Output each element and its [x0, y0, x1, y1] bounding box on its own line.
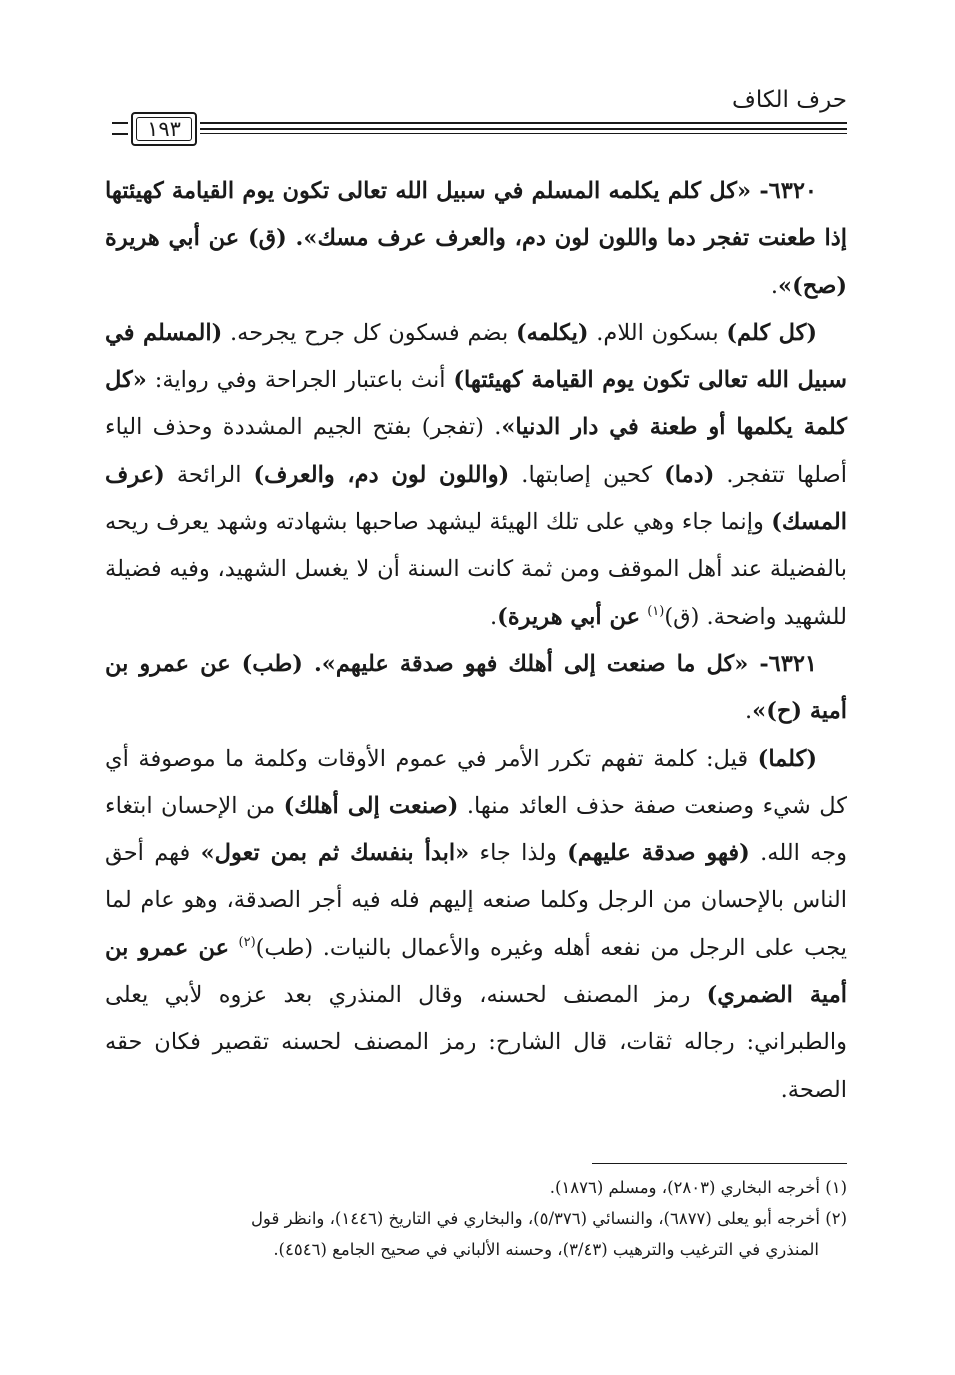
footnote-2-line-2: المنذري في الترغيب والترهيب (٣/٤٣)، وحسنه الألباني في صحيح الجامع (٤٥٤٦).: [273, 1240, 819, 1259]
quoted-term: عن أبي هريرة): [497, 603, 641, 630]
commentary-text: من الإحسان ابتغاء وجه الله.: [105, 792, 847, 867]
hadith-6321: [105, 641, 847, 736]
quoted-term: (فهو صدقة عليهم): [567, 840, 750, 867]
header-rule-middle: [200, 128, 847, 130]
quoted-term: (واللون لون دم، والعرف): [253, 461, 510, 488]
footnote-1: (١) أخرجه البخاري (٢٨٠٣)، ومسلم (١٨٧٦).: [549, 1178, 847, 1197]
hadith-end: .: [744, 698, 753, 725]
quoted-term: (كلما): [757, 745, 817, 772]
quoted-term: (يكلمه): [516, 319, 589, 346]
hadith-6320: [105, 168, 847, 310]
commentary-text: بسكون اللام.: [588, 319, 727, 346]
header-rule-bottom: [200, 133, 847, 134]
header-rule-end-mark: [112, 122, 128, 135]
quoted-term: (عرف المسك): [105, 461, 847, 536]
commentary-text: [229, 935, 239, 961]
quoted-term: (المسلم في سبيل الله تعالى تكون يوم القيامة كهيئتها): [105, 319, 847, 394]
quoted-term: «ابدأ بنفسك ثم بمن تعول»: [200, 840, 470, 867]
commentary-6321: [105, 736, 847, 1114]
quoted-term: (كل كلم): [726, 319, 818, 346]
hadith-text: [105, 651, 847, 724]
quoted-term: (دما): [664, 461, 715, 488]
hadith-text: [105, 178, 847, 299]
hadith-end: .: [770, 272, 779, 299]
hadith-body: «كل ما صنعت إلى أهلك فهو صدقة عليهم». (طب) عن عمرو بن أمية (ح)»: [105, 650, 847, 725]
commentary-text: . (تفجر) بفتح الجيم المشددة وحذف الياء أصلها تتفجر.: [105, 414, 847, 488]
commentary-text: ولذا جاء: [469, 840, 568, 867]
page-number: ١٩٣: [147, 117, 181, 141]
hadith-number: ٦٣٢١-: [759, 650, 817, 677]
commentary-text: كحين إصابتها.: [509, 461, 665, 488]
footnote-marker-2[interactable]: (٢): [238, 934, 256, 950]
commentary-text: أنث باعتبار الجراحة وفي رواية:: [146, 367, 454, 394]
main-text: [105, 168, 847, 1114]
commentary-text: الرائحة: [164, 461, 254, 488]
commentary-6320: [105, 310, 847, 641]
commentary-text: رمز المصنف لحسنه، وقال المنذري بعد عزوه لأبي يعلى والطبراني: رجاله ثقات، قال الشارح: رمز المصنف لحسنه تقصير فكان حقه الصحة.: [105, 982, 847, 1103]
page-number-frame: [131, 112, 197, 146]
running-title: حرف الكاف: [731, 87, 847, 113]
quoted-term: عن عمرو بن أمية الضمري): [105, 934, 847, 1009]
quoted-term: (صنعت إلى أهلك): [283, 792, 459, 819]
footnote-marker-1[interactable]: (١): [647, 603, 665, 619]
footnote-2-line-1: (٢) أخرجه أبو يعلى (٦٨٧٧)، والنسائي (٥/٣٧٦)، والبخاري في التاريخ (١٤٤٦)، وانظر قول: [250, 1209, 847, 1228]
footnote-separator: [592, 1163, 847, 1164]
hadith-body: «كل كلم يكلمه المسلم في سبيل الله تعالى تكون يوم القيامة كهيئتها إذا طعنت تفجر دما واللون لون دم، والعرف عرف مسك». (ق) عن أبي هريرة (صح)»: [105, 178, 847, 299]
hadith-number: ٦٣٢٠-: [759, 178, 817, 204]
commentary-text: قيل: كلمة تفهم تكرر الأمر في عموم الأوقات وكلمة ما موصوفة أي كل شيء وصنعت صفة حذف العائد منها.: [105, 745, 847, 819]
quoted-term: «كل كلمة يكلمها أو طعنة في دار الدنيا»: [105, 367, 847, 441]
header-rule-top: [200, 122, 847, 124]
commentary-text: بضم فسكون كل جرح يجرحه.: [222, 319, 516, 346]
footnotes: [108, 1172, 847, 1265]
commentary-text: .: [490, 603, 498, 630]
commentary-text: وإنما جاء وهي على تلك الهيئة ليشهد صاحبها بشهادته وشهد يعرف ريحه بالفضيلة عند أهل الموقف ومن ثمة كانت السنة أن لا يغسل الشهيد، وفيه فضيلة للشهيد واضحة. (ق): [105, 509, 847, 630]
commentary-text: فهم أحق الناس بالإحسان من الرجل وكلما صنعه إليهم فله فيه أجر الصدقة، وهو عام لما يجب على الرجل من نفعه أهله وغيره والأعمال بالنيات. (طب): [105, 840, 847, 961]
